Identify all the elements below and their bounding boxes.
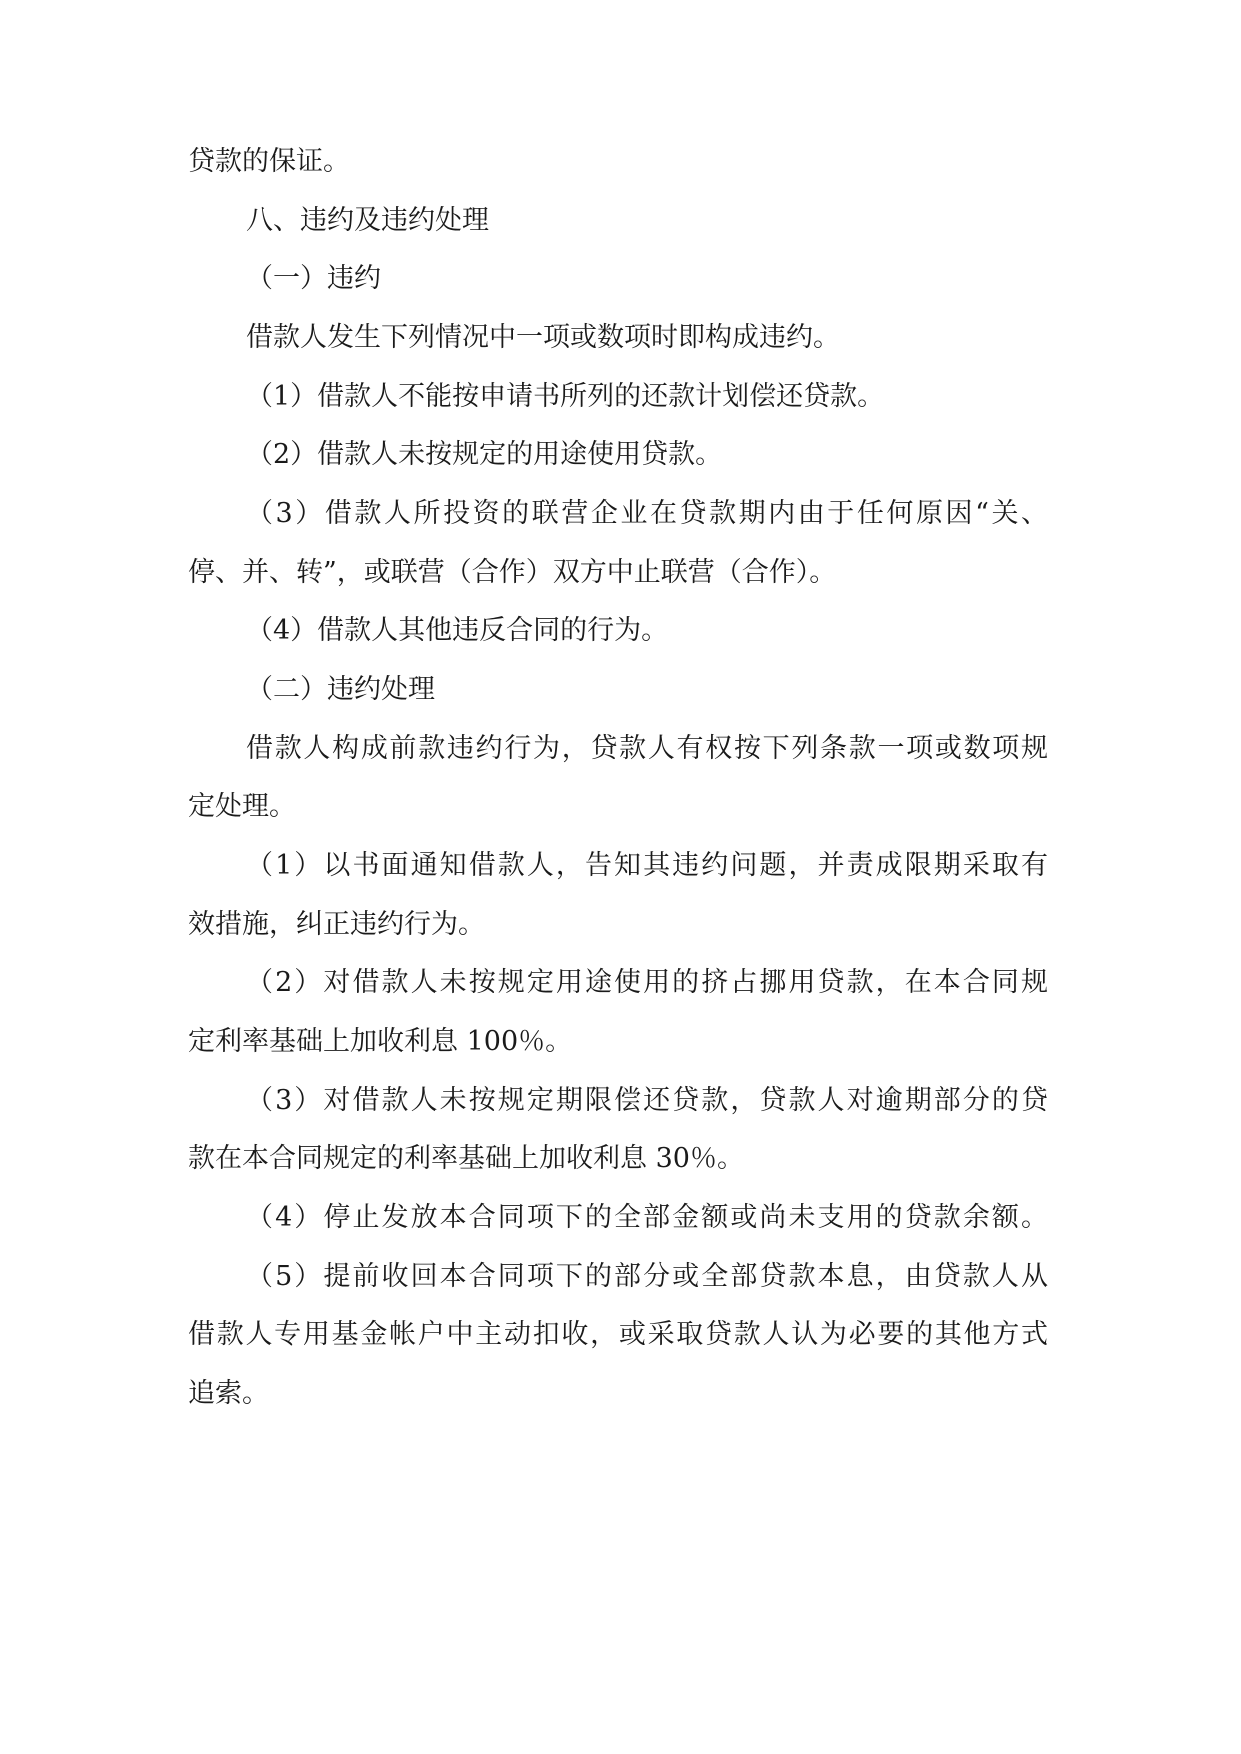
section-heading-breach: 八、违约及违约处理 [246, 205, 489, 236]
list-item-handling-1-cont: 效措施，纠正违约行为。 [188, 909, 485, 940]
text-line-continuation: 贷款的保证。 [188, 146, 350, 177]
list-item-handling-3: （3）对借款人未按规定期限偿还贷款，贷款人对逾期部分的贷 [246, 1085, 1048, 1116]
subsection-heading-breach: （一）违约 [246, 263, 381, 294]
list-item-handling-3-cont: 款在本合同规定的利率基础上加收利息 30％。 [188, 1143, 744, 1174]
list-item-handling-2: （2）对借款人未按规定用途使用的挤占挪用贷款，在本合同规 [246, 967, 1048, 998]
list-item-handling-4: （4）停止发放本合同项下的全部金额或尚未支用的贷款余额。 [246, 1202, 1048, 1233]
subsection-heading-handling: （二）违约处理 [246, 674, 435, 705]
list-item-breach-2: （2）借款人未按规定的用途使用贷款。 [246, 439, 723, 470]
paragraph-handling-intro: 借款人构成前款违约行为，贷款人有权按下列条款一项或数项规 [246, 733, 1048, 764]
paragraph-handling-intro-cont: 定处理。 [188, 791, 296, 822]
list-item-handling-5-end: 追索。 [188, 1378, 269, 1409]
list-item-handling-1: （1）以书面通知借款人，告知其违约问题，并责成限期采取有 [246, 850, 1048, 881]
list-item-handling-5-cont: 借款人专用基金帐户中主动扣收，或采取贷款人认为必要的其他方式 [188, 1319, 1048, 1350]
list-item-breach-3-cont: 停、并、转”，或联营（合作）双方中止联营（合作）。 [188, 557, 837, 588]
list-item-breach-4: （4）借款人其他违反合同的行为。 [246, 615, 669, 646]
paragraph-breach-intro: 借款人发生下列情况中一项或数项时即构成违约。 [246, 322, 840, 353]
list-item-handling-5: （5）提前收回本合同项下的部分或全部贷款本息，由贷款人从 [246, 1261, 1048, 1292]
list-item-handling-2-cont: 定利率基础上加收利息 100％。 [188, 1026, 573, 1057]
list-item-breach-3: （3）借款人所投资的联营企业在贷款期内由于任何原因“关、 [246, 498, 1048, 529]
list-item-breach-1: （1）借款人不能按申请书所列的还款计划偿还贷款。 [246, 381, 885, 412]
